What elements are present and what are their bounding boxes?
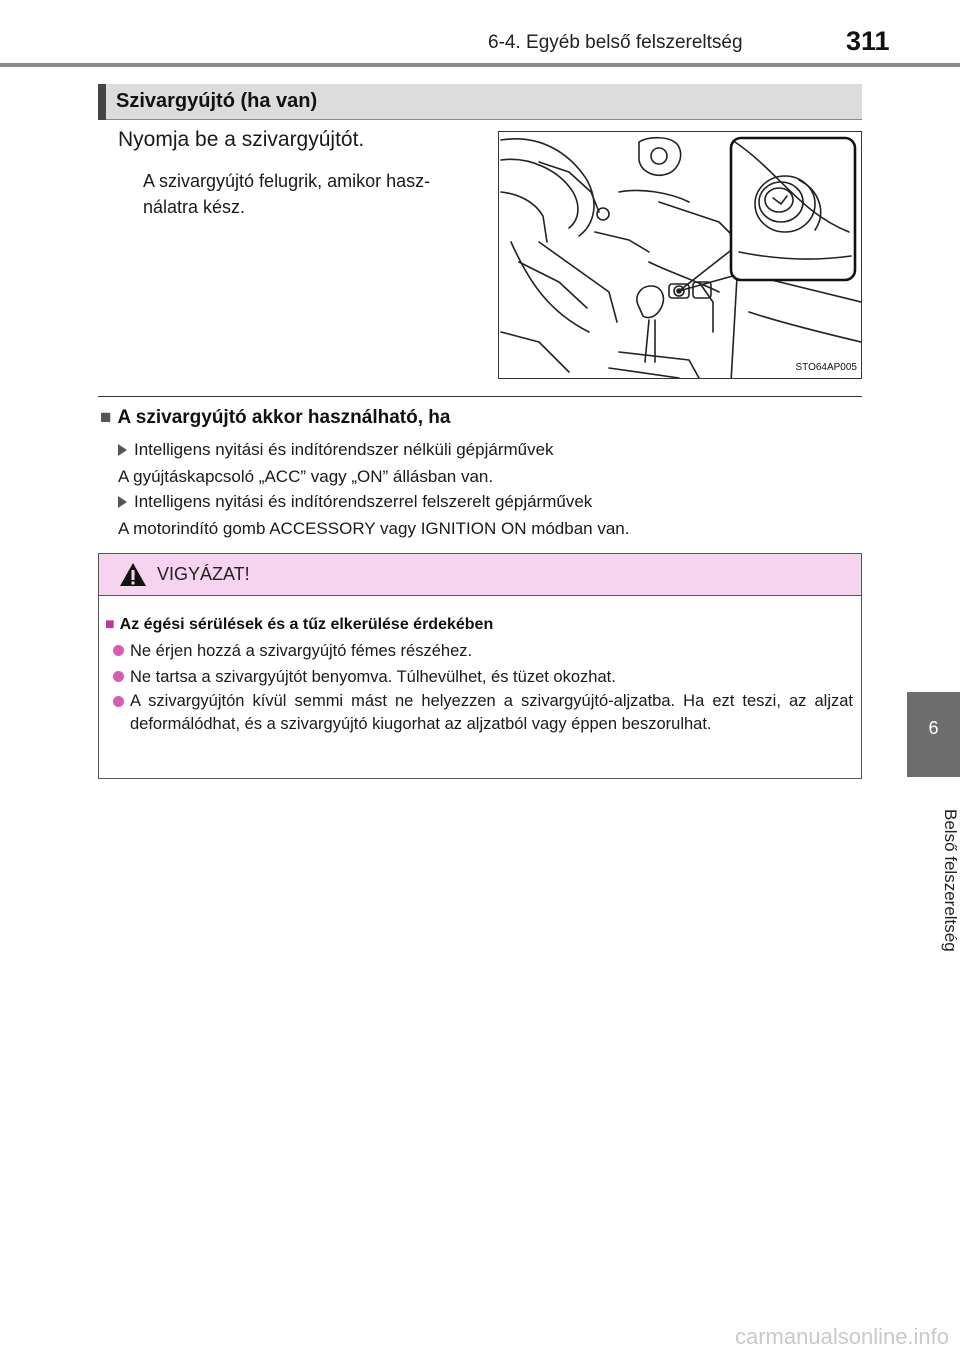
caution-bullet bbox=[113, 666, 616, 689]
condition-plain-item: A motorindító gomb ACCESSORY vagy IGNITION ON módban van. bbox=[118, 519, 630, 538]
square-bullet-icon: ■ bbox=[105, 616, 115, 633]
condition-text: Intelligens nyitási és indítórendszer nélküli gépjárművek bbox=[134, 440, 554, 459]
caution-subtitle: Az égési sérülések és a tűz elkerülése érdekében bbox=[119, 616, 494, 633]
condition-arrow-item bbox=[118, 440, 554, 460]
page-number: 311 bbox=[846, 26, 890, 56]
dashboard-drawing bbox=[499, 132, 861, 378]
arrow-bullet-icon bbox=[118, 496, 127, 508]
section-title-accent bbox=[98, 84, 106, 120]
cigarette-lighter-illustration bbox=[498, 131, 862, 379]
caution-bullet-text: Ne tartsa a szivargyújtót benyomva. Túlhevülhet, és tüzet okozhat. bbox=[130, 668, 616, 686]
header-divider bbox=[0, 63, 960, 67]
condition-arrow-item bbox=[118, 492, 592, 512]
caution-bullet-text: A szivargyújtón kívül semmi mást ne helyezzen a szivargyújtó-aljzatba. Ha ezt teszi, az aljzat deformálódhat, és a szivargyújtó kiugorhat az aljzatból vagy éppen beszorulhat. bbox=[130, 692, 853, 733]
circle-bullet-icon bbox=[113, 671, 124, 682]
caution-heading: VIGYÁZAT! bbox=[157, 564, 250, 584]
conditions-heading bbox=[100, 407, 450, 429]
step-description bbox=[143, 168, 483, 220]
illustration-code: STO64AP005 bbox=[795, 362, 857, 373]
step-description-line1: A szivargyújtó felugrik, amikor hasz- bbox=[143, 171, 431, 191]
section-divider bbox=[98, 396, 862, 397]
square-bullet-icon: ■ bbox=[100, 407, 112, 428]
section-title-bar bbox=[98, 84, 862, 120]
running-header: 6-4. Egyéb belső felszereltség bbox=[488, 32, 743, 53]
conditions-title: A szivargyújtó akkor használható, ha bbox=[117, 407, 451, 428]
section-title: Szivargyújtó (ha van) bbox=[116, 90, 318, 112]
caution-bullet-text: Ne érjen hozzá a szivargyújtó fémes részéhez. bbox=[130, 642, 473, 660]
condition-plain-item: A gyújtáskapcsoló „ACC” vagy „ON” állásban van. bbox=[118, 467, 494, 486]
chapter-label: Belső felszereltség bbox=[941, 808, 960, 952]
caution-box bbox=[98, 553, 862, 779]
watermark: carmanualsonline.info bbox=[735, 1324, 950, 1349]
caution-bullet bbox=[113, 690, 853, 736]
condition-text: Intelligens nyitási és indítórendszerrel felszerelt gépjárművek bbox=[134, 492, 593, 511]
chapter-tab[interactable] bbox=[907, 692, 960, 777]
caution-header bbox=[99, 554, 861, 596]
circle-bullet-icon bbox=[113, 645, 124, 656]
chapter-number: 6 bbox=[928, 718, 939, 738]
circle-bullet-icon bbox=[113, 696, 124, 707]
arrow-bullet-icon bbox=[118, 444, 127, 456]
step-description-line2: nálatra kész. bbox=[143, 197, 246, 217]
caution-bullet bbox=[113, 640, 472, 663]
step-instruction: Nyomja be a szivargyújtót. bbox=[118, 128, 365, 151]
caution-subtitle-row bbox=[105, 616, 493, 634]
warning-icon bbox=[119, 562, 147, 587]
